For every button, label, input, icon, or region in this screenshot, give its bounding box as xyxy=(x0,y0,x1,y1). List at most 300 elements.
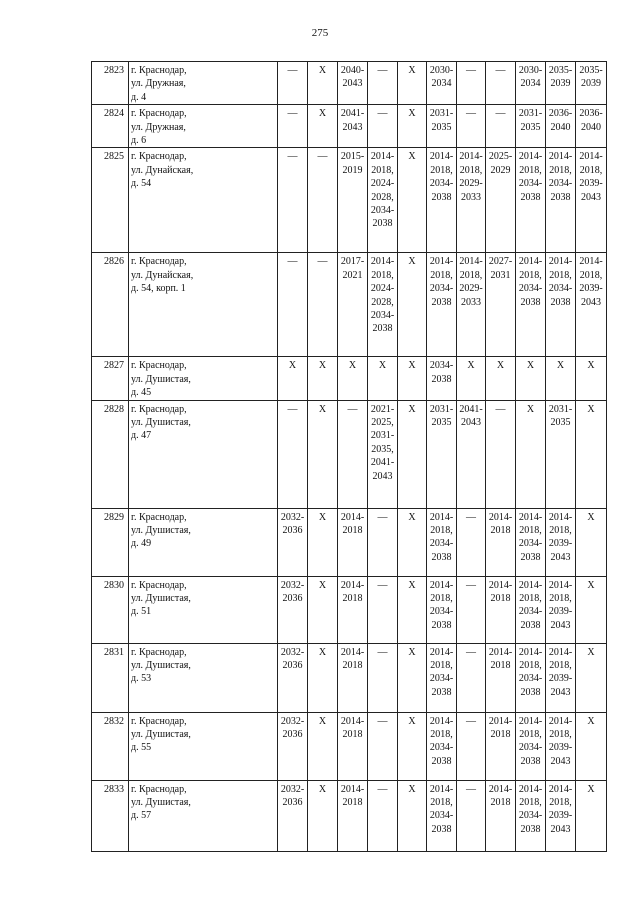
period-value: X xyxy=(408,403,416,415)
period-cell xyxy=(278,780,308,851)
period-value: 2018, xyxy=(371,164,394,176)
period-cell xyxy=(398,712,427,780)
table-row xyxy=(92,357,607,400)
period-cell xyxy=(427,643,457,712)
table-row xyxy=(92,576,607,643)
period-value: 2034- xyxy=(370,310,395,322)
period-cell xyxy=(546,643,576,712)
table-row xyxy=(92,508,607,576)
period-value: 2018 xyxy=(490,525,511,537)
period-cell xyxy=(546,62,576,105)
period-cell xyxy=(338,780,368,851)
period-cell xyxy=(338,62,368,105)
period-cell xyxy=(546,508,576,576)
period-value: 2036 xyxy=(282,593,303,605)
period-value: 2014- xyxy=(340,579,365,591)
period-value: 2014- xyxy=(548,715,573,727)
period-value: X xyxy=(408,151,416,163)
address-line: г. Краснодар, xyxy=(131,108,187,120)
period-cell xyxy=(427,712,457,780)
period-cell xyxy=(427,508,457,576)
period-value: X xyxy=(408,715,416,727)
period-value: 2018, xyxy=(579,269,603,281)
period-value: 2014- xyxy=(518,151,543,163)
address-line: г. Краснодар, xyxy=(131,579,187,591)
table-row xyxy=(92,105,607,148)
period-value: 2025- xyxy=(488,151,513,163)
period-value: X xyxy=(587,403,595,415)
period-value: — xyxy=(287,256,298,268)
period-value: 2027- xyxy=(488,256,513,268)
address-cell xyxy=(129,712,278,780)
period-value: X xyxy=(587,715,595,727)
period-cell xyxy=(308,712,338,780)
period-value: 2039 xyxy=(581,78,601,90)
period-value: 2034- xyxy=(518,673,543,685)
period-value: X xyxy=(318,783,327,795)
period-cell xyxy=(486,508,516,576)
table-row xyxy=(92,643,607,712)
address-line: д. 49 xyxy=(131,538,152,550)
period-value: X xyxy=(408,783,416,795)
period-cell xyxy=(398,253,427,357)
period-value: 2014- xyxy=(459,151,483,163)
period-cell xyxy=(278,253,308,357)
period-cell xyxy=(427,357,457,400)
period-value: X xyxy=(408,65,416,76)
period-value: 2014- xyxy=(488,715,513,727)
period-cell xyxy=(486,62,516,105)
period-cell xyxy=(308,643,338,712)
address-cell xyxy=(129,643,278,712)
period-value: 2034- xyxy=(548,178,573,190)
period-cell xyxy=(338,148,368,253)
table-row xyxy=(92,712,607,780)
table-row xyxy=(92,62,607,105)
period-cell xyxy=(308,508,338,576)
period-cell xyxy=(398,780,427,851)
address-cell xyxy=(129,105,278,148)
period-value: 2018, xyxy=(549,164,572,176)
period-value: 2014- xyxy=(518,256,543,268)
row-number: 2828 xyxy=(92,400,129,508)
period-value: 2036 xyxy=(282,797,303,809)
period-value: 2043 xyxy=(372,470,393,482)
address-line: д. 55 xyxy=(131,742,152,754)
period-value: X xyxy=(318,403,327,415)
period-cell xyxy=(576,62,607,105)
period-value: 2038 xyxy=(431,619,452,631)
period-value: 2032- xyxy=(280,646,305,658)
address-line: г. Краснодар, xyxy=(131,511,187,523)
period-cell xyxy=(576,253,607,357)
period-value: 2014- xyxy=(429,579,454,591)
period-value: — xyxy=(317,256,328,268)
table-row xyxy=(92,253,607,357)
period-cell xyxy=(457,400,486,508)
period-cell xyxy=(546,357,576,400)
period-cell xyxy=(308,253,338,357)
period-cell xyxy=(398,576,427,643)
period-cell xyxy=(516,105,546,148)
period-cell xyxy=(457,643,486,712)
period-value: 2041- xyxy=(340,108,365,120)
period-value: 2043 xyxy=(342,121,363,133)
period-value: 2031 xyxy=(490,269,511,281)
period-value: 2032- xyxy=(280,715,305,727)
page-number: 275 xyxy=(311,27,329,39)
period-value: 2029 xyxy=(490,164,511,176)
period-value: X xyxy=(318,511,327,523)
address-line: д. 57 xyxy=(131,810,152,822)
address-line: г. Краснодар, xyxy=(131,256,187,268)
period-value: 2039- xyxy=(548,810,573,822)
period-value: 2043 xyxy=(550,755,571,767)
address-line: ул. Душистая, xyxy=(131,417,191,429)
period-value: 2034- xyxy=(518,178,543,190)
period-value: X xyxy=(408,360,416,372)
period-value: 2018 xyxy=(490,797,511,809)
period-value: 2014- xyxy=(518,715,543,727)
period-value: X xyxy=(526,360,535,372)
period-cell xyxy=(546,400,576,508)
period-value: 2014- xyxy=(340,715,365,727)
period-cell xyxy=(338,357,368,400)
period-value: — xyxy=(377,646,388,658)
period-value: 2014- xyxy=(370,151,395,163)
period-value: X xyxy=(467,360,475,372)
row-number: 2826 xyxy=(92,253,129,357)
period-cell xyxy=(546,712,576,780)
address-cell xyxy=(129,508,278,576)
address-line: ул. Душистая, xyxy=(131,525,191,537)
period-value: 2032- xyxy=(280,579,305,591)
period-value: 2018, xyxy=(549,593,572,605)
row-number: 2832 xyxy=(92,712,129,780)
period-value: 2014- xyxy=(548,256,573,268)
address-line: ул. Дружная, xyxy=(131,121,186,133)
period-value: — xyxy=(466,783,476,795)
period-value: 2043 xyxy=(550,551,571,563)
row-number: 2824 xyxy=(92,105,129,148)
period-cell xyxy=(338,712,368,780)
period-cell xyxy=(278,576,308,643)
period-cell xyxy=(308,62,338,105)
period-value: — xyxy=(377,715,388,727)
period-value: — xyxy=(377,108,388,120)
period-cell xyxy=(338,253,368,357)
period-cell xyxy=(368,508,398,576)
period-value: X xyxy=(408,108,416,120)
period-cell xyxy=(576,712,607,780)
period-value: — xyxy=(317,151,328,163)
period-value: 2021 xyxy=(342,269,363,281)
period-value: 2034- xyxy=(429,742,454,754)
period-value: 2018, xyxy=(430,593,453,605)
period-cell xyxy=(576,643,607,712)
schedule-table xyxy=(91,61,607,852)
period-value: 2033 xyxy=(461,191,481,203)
address-line: ул. Душистая, xyxy=(131,660,191,672)
period-value: X xyxy=(408,646,416,658)
period-value: 2034- xyxy=(548,283,573,295)
period-value: 2018, xyxy=(519,164,542,176)
period-value: 2035, xyxy=(371,443,394,455)
period-value: 2038 xyxy=(372,218,393,230)
period-value: 2043 xyxy=(550,686,571,698)
period-value: 2034 xyxy=(520,78,541,90)
period-cell xyxy=(516,712,546,780)
period-value: 2038 xyxy=(520,755,541,767)
period-value: 2014- xyxy=(548,783,573,795)
period-value: — xyxy=(466,108,476,120)
period-value: 2040- xyxy=(340,65,365,76)
period-value: 2038 xyxy=(372,323,393,335)
period-cell xyxy=(486,357,516,400)
row-number: 2825 xyxy=(92,148,129,253)
period-cell xyxy=(368,357,398,400)
period-value: 2035 xyxy=(431,417,452,429)
period-value: 2018, xyxy=(549,525,572,537)
period-cell xyxy=(368,400,398,508)
period-cell xyxy=(398,148,427,253)
period-cell xyxy=(398,400,427,508)
period-value: 2014- xyxy=(429,256,454,268)
period-cell xyxy=(427,253,457,357)
period-cell xyxy=(427,400,457,508)
period-cell xyxy=(278,357,308,400)
period-value: X xyxy=(587,646,595,658)
address-cell xyxy=(129,780,278,851)
address-line: ул. Душистая, xyxy=(131,797,191,809)
period-value: 2038 xyxy=(431,373,452,385)
period-value: 2038 xyxy=(431,296,452,308)
address-line: г. Краснодар, xyxy=(131,783,187,795)
address-line: ул. Дунайская, xyxy=(131,164,194,176)
period-cell xyxy=(486,400,516,508)
row-number: 2831 xyxy=(92,643,129,712)
period-value: 2036 xyxy=(282,729,303,741)
period-cell xyxy=(576,357,607,400)
period-value: 2017- xyxy=(340,256,365,268)
period-cell xyxy=(368,576,398,643)
address-line: д. 53 xyxy=(131,673,152,685)
period-value: X xyxy=(408,579,416,591)
period-value: 2038 xyxy=(520,551,541,563)
period-value: 2025, xyxy=(371,417,394,429)
period-value: 2034- xyxy=(429,606,454,618)
period-value: 2014- xyxy=(548,579,573,591)
address-cell xyxy=(129,400,278,508)
period-value: — xyxy=(466,65,476,76)
period-value: 2018, xyxy=(430,729,453,741)
period-value: X xyxy=(318,646,327,658)
period-cell xyxy=(486,253,516,357)
period-cell xyxy=(516,400,546,508)
period-value: X xyxy=(318,715,327,727)
period-cell xyxy=(278,105,308,148)
period-value: — xyxy=(377,579,388,591)
period-value: 2031- xyxy=(429,108,454,120)
period-value: — xyxy=(466,646,476,658)
address-line: д. 54 xyxy=(131,178,152,190)
period-cell xyxy=(427,576,457,643)
period-cell xyxy=(576,780,607,851)
period-value: 2014- xyxy=(518,579,543,591)
period-value: 2018, xyxy=(519,797,542,809)
period-value: 2031- xyxy=(518,108,543,120)
address-cell xyxy=(129,253,278,357)
period-value: 2038 xyxy=(431,823,452,835)
period-value: 2018 xyxy=(342,660,363,672)
period-value: 2034- xyxy=(429,673,454,685)
period-value: 2038 xyxy=(520,296,541,308)
address-line: ул. Душистая, xyxy=(131,729,191,741)
period-value: 2018, xyxy=(519,525,542,537)
period-value: 2034- xyxy=(429,178,454,190)
period-value: 2039- xyxy=(579,178,603,190)
period-value: X xyxy=(587,511,595,523)
period-value: 2030- xyxy=(518,65,543,76)
period-value: 2018, xyxy=(549,729,572,741)
period-value: 2018, xyxy=(430,525,453,537)
address-cell xyxy=(129,148,278,253)
period-value: X xyxy=(408,256,416,268)
period-value: 2029- xyxy=(459,178,483,190)
period-cell xyxy=(368,62,398,105)
period-value: 2018 xyxy=(490,593,511,605)
period-value: 2018, xyxy=(549,797,572,809)
period-value: 2014- xyxy=(488,783,513,795)
address-line: д. 47 xyxy=(131,430,152,442)
period-value: 2014- xyxy=(340,646,365,658)
period-value: 2014- xyxy=(459,256,483,268)
period-value: 2018, xyxy=(430,660,453,672)
period-value: X xyxy=(526,403,535,415)
period-value: 2018, xyxy=(579,164,603,176)
period-value: 2018, xyxy=(430,164,453,176)
period-value: 2034- xyxy=(518,742,543,754)
period-value: 2018 xyxy=(490,660,511,672)
period-value: 2038 xyxy=(520,686,541,698)
period-cell xyxy=(516,148,546,253)
period-cell xyxy=(576,576,607,643)
period-value: 2018, xyxy=(549,269,572,281)
period-cell xyxy=(516,253,546,357)
period-value: X xyxy=(318,108,327,120)
period-value: 2018, xyxy=(519,729,542,741)
period-value: 2034- xyxy=(429,283,454,295)
period-value: X xyxy=(318,360,327,372)
period-value: — xyxy=(377,511,388,523)
period-cell xyxy=(368,643,398,712)
period-cell xyxy=(546,148,576,253)
period-value: 2031- xyxy=(548,403,573,415)
period-cell xyxy=(546,576,576,643)
period-value: X xyxy=(318,65,327,76)
period-cell xyxy=(516,62,546,105)
period-value: 2038 xyxy=(520,823,541,835)
period-value: 2036- xyxy=(579,108,603,120)
period-cell xyxy=(546,105,576,148)
period-value: 2019 xyxy=(342,164,363,176)
period-value: 2038 xyxy=(520,619,541,631)
period-value: 2043 xyxy=(581,296,601,308)
period-value: X xyxy=(587,360,595,372)
period-value: — xyxy=(377,783,388,795)
period-value: 2031- xyxy=(429,403,454,415)
period-value: 2034- xyxy=(518,538,543,550)
period-value: 2014- xyxy=(579,151,603,163)
period-value: — xyxy=(377,65,388,76)
period-value: 2014- xyxy=(370,256,395,268)
row-number: 2827 xyxy=(92,357,129,400)
period-cell xyxy=(516,576,546,643)
period-value: 2024- xyxy=(370,178,395,190)
period-cell xyxy=(516,643,546,712)
period-value: 2014- xyxy=(429,715,454,727)
period-value: 2041- xyxy=(370,457,395,469)
period-cell xyxy=(457,357,486,400)
period-cell xyxy=(457,576,486,643)
period-value: — xyxy=(495,403,506,415)
period-value: 2036 xyxy=(282,660,303,672)
period-cell xyxy=(398,643,427,712)
period-value: 2043 xyxy=(581,191,601,203)
period-value: 2018 xyxy=(342,525,363,537)
address-line: д. 54, корп. 1 xyxy=(131,283,186,295)
period-cell xyxy=(457,712,486,780)
period-value: — xyxy=(466,511,476,523)
period-value: 2034- xyxy=(518,810,543,822)
period-value: 2014- xyxy=(548,151,573,163)
period-value: 2014- xyxy=(488,511,513,523)
address-line: г. Краснодар, xyxy=(131,360,187,372)
period-value: 2033 xyxy=(461,296,481,308)
period-cell xyxy=(457,62,486,105)
period-cell xyxy=(368,780,398,851)
period-cell xyxy=(457,253,486,357)
period-value: 2041- xyxy=(459,403,483,415)
address-line: д. 51 xyxy=(131,606,152,618)
period-cell xyxy=(486,105,516,148)
table-row xyxy=(92,780,607,851)
period-value: 2036 xyxy=(282,525,303,537)
period-value: X xyxy=(408,511,416,523)
period-value: 2018, xyxy=(371,269,394,281)
period-value: 2039- xyxy=(579,283,603,295)
period-value: — xyxy=(287,108,298,120)
address-cell xyxy=(129,357,278,400)
period-value: 2018, xyxy=(519,269,542,281)
period-value: — xyxy=(287,151,298,163)
period-cell xyxy=(576,508,607,576)
address-line: г. Краснодар, xyxy=(131,151,187,163)
period-cell xyxy=(576,400,607,508)
period-value: 2039- xyxy=(548,673,573,685)
period-cell xyxy=(308,357,338,400)
period-value: 2014- xyxy=(429,151,454,163)
period-cell xyxy=(486,148,516,253)
period-value: 2035 xyxy=(431,121,452,133)
period-value: 2038 xyxy=(431,686,452,698)
period-cell xyxy=(278,712,308,780)
period-value: 2039- xyxy=(548,606,573,618)
period-value: 2014- xyxy=(429,646,454,658)
period-value: 2039 xyxy=(550,78,571,90)
period-cell xyxy=(398,62,427,105)
address-line: д. 45 xyxy=(131,387,152,399)
